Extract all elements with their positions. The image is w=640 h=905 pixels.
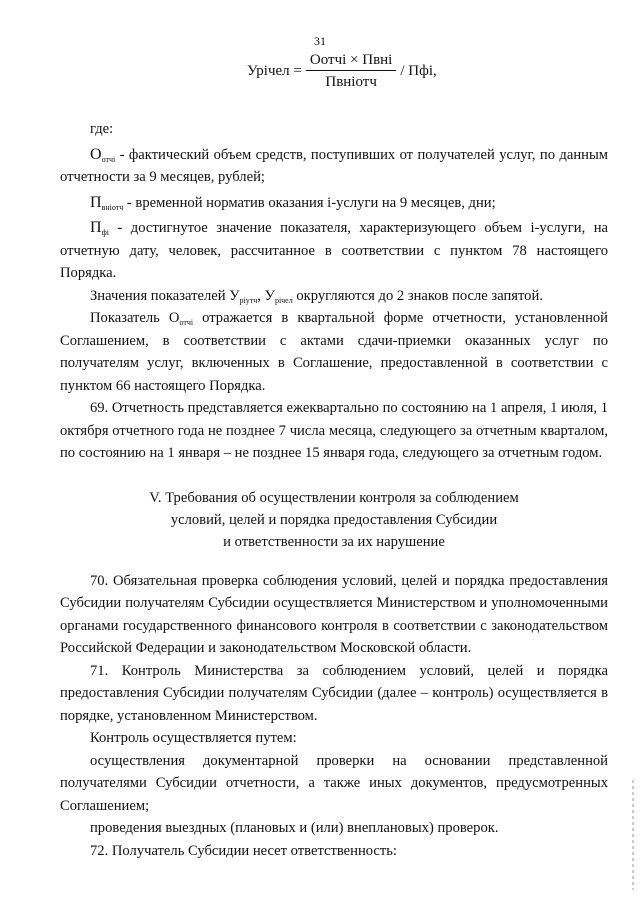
rounding-paragraph: [60, 285, 608, 308]
paragraph-72: 72. Получатель Субсидии несет ответственность:: [90, 842, 397, 859]
paragraph-69: 69. Отчетность представляется ежеквартально по состоянию на 1 апреля, 1 июля, 1 октября отчетного года не позднее 7 числа месяца, следующего за отчетным кварталом, по состоянию на 1 января – не позднее 15 января года, следующего за отчетным годом.: [60, 400, 608, 461]
rounding-text: округляются до 2 знаков после запятой.: [292, 287, 543, 304]
definition-subscript: фi: [101, 228, 109, 237]
formula-denominator: Пвнiотч: [325, 74, 377, 90]
definition-subscript: отчi: [101, 154, 116, 164]
indicator-paragraph: [60, 307, 608, 397]
where-label: где:: [90, 121, 114, 137]
scan-edge-mark: [632, 780, 634, 890]
control-item-documentary: осуществления документарной проверки на основании представленной получателями Субсидии отчетности, а также иных документов, предусмотренных Соглашением;: [60, 752, 608, 814]
section-title-line: условий, целей и порядка предоставления Субсидии: [170, 511, 498, 528]
rounding-text: , У: [257, 287, 275, 304]
paragraph-71: 71. Контроль Министерства за соблюдением условий, целей и порядка предоставления Субсидии получателям Субсидии (далее – контроль) осуществляется в порядке, установленном Министерством.: [60, 662, 608, 724]
indicator-text: Показатель О: [90, 310, 180, 326]
formula: [247, 50, 437, 93]
rounding-subscript: рiутч: [239, 295, 258, 305]
definition-symbol: П: [90, 219, 102, 236]
definition-text: - фактический объем средств, поступивших от получателей услуг, по данным отчетности за 9 месяцев, рублей;: [60, 146, 608, 185]
definition-text: - временной норматив оказания i-услуги на 9 месяцев, дни;: [123, 194, 496, 211]
paragraph-70: 70. Обязательная проверка соблюдения условий, целей и порядка предоставления Субсидии получателям Субсидии осуществляется Министерством и уполномоченными органами государственного финансового контроля в соответствии с законодательством Российской Федерации и законодательством Московской области.: [60, 572, 608, 656]
definition-text: - достигнутое значение показателя, характеризующего объем i-услуги, на отчетную дату, человек, рассчитанное в соответствии с пунктом 78 настоящего Порядка.: [60, 220, 608, 281]
page-number: 31: [314, 34, 326, 48]
rounding-text: Значения показателей У: [90, 287, 240, 304]
definition-symbol: П: [90, 193, 102, 211]
definition-o-otchi: [60, 144, 608, 189]
indicator-text: отражается в квартальной форме отчетности, установленной Соглашением, в соответствии с актами сдачи-приемки оказанных услуг по получателям услуг, включенных в Соглашение, предоставленной в соответствии с пунктом 66 настоящего Порядка.: [60, 310, 608, 394]
definition-p-fi: [60, 217, 608, 285]
section-title-line: V. Требования об осуществлении контроля за соблюдением: [149, 489, 519, 506]
formula-lhs: Урiчел =: [247, 63, 302, 80]
section-title-line: и ответственности за их нарушение: [223, 533, 445, 550]
formula-numerator: Оотчi × Пвнi: [306, 50, 396, 71]
rounding-subscript: рiчел: [274, 295, 293, 305]
document-body: [60, 118, 608, 862]
definition-symbol: О: [90, 145, 102, 163]
formula-rhs: / Пфi,: [400, 63, 437, 80]
formula-fraction: [306, 50, 396, 93]
section-title: [60, 487, 608, 553]
control-item-onsite: проведения выездных (плановых и (или) внеплановых) проверок.: [90, 820, 499, 836]
control-intro: Контроль осуществляется путем:: [90, 730, 297, 746]
definition-p-vniotch: [60, 192, 608, 215]
indicator-subscript: отчi: [179, 318, 194, 327]
definition-subscript: внiотч: [101, 202, 124, 212]
